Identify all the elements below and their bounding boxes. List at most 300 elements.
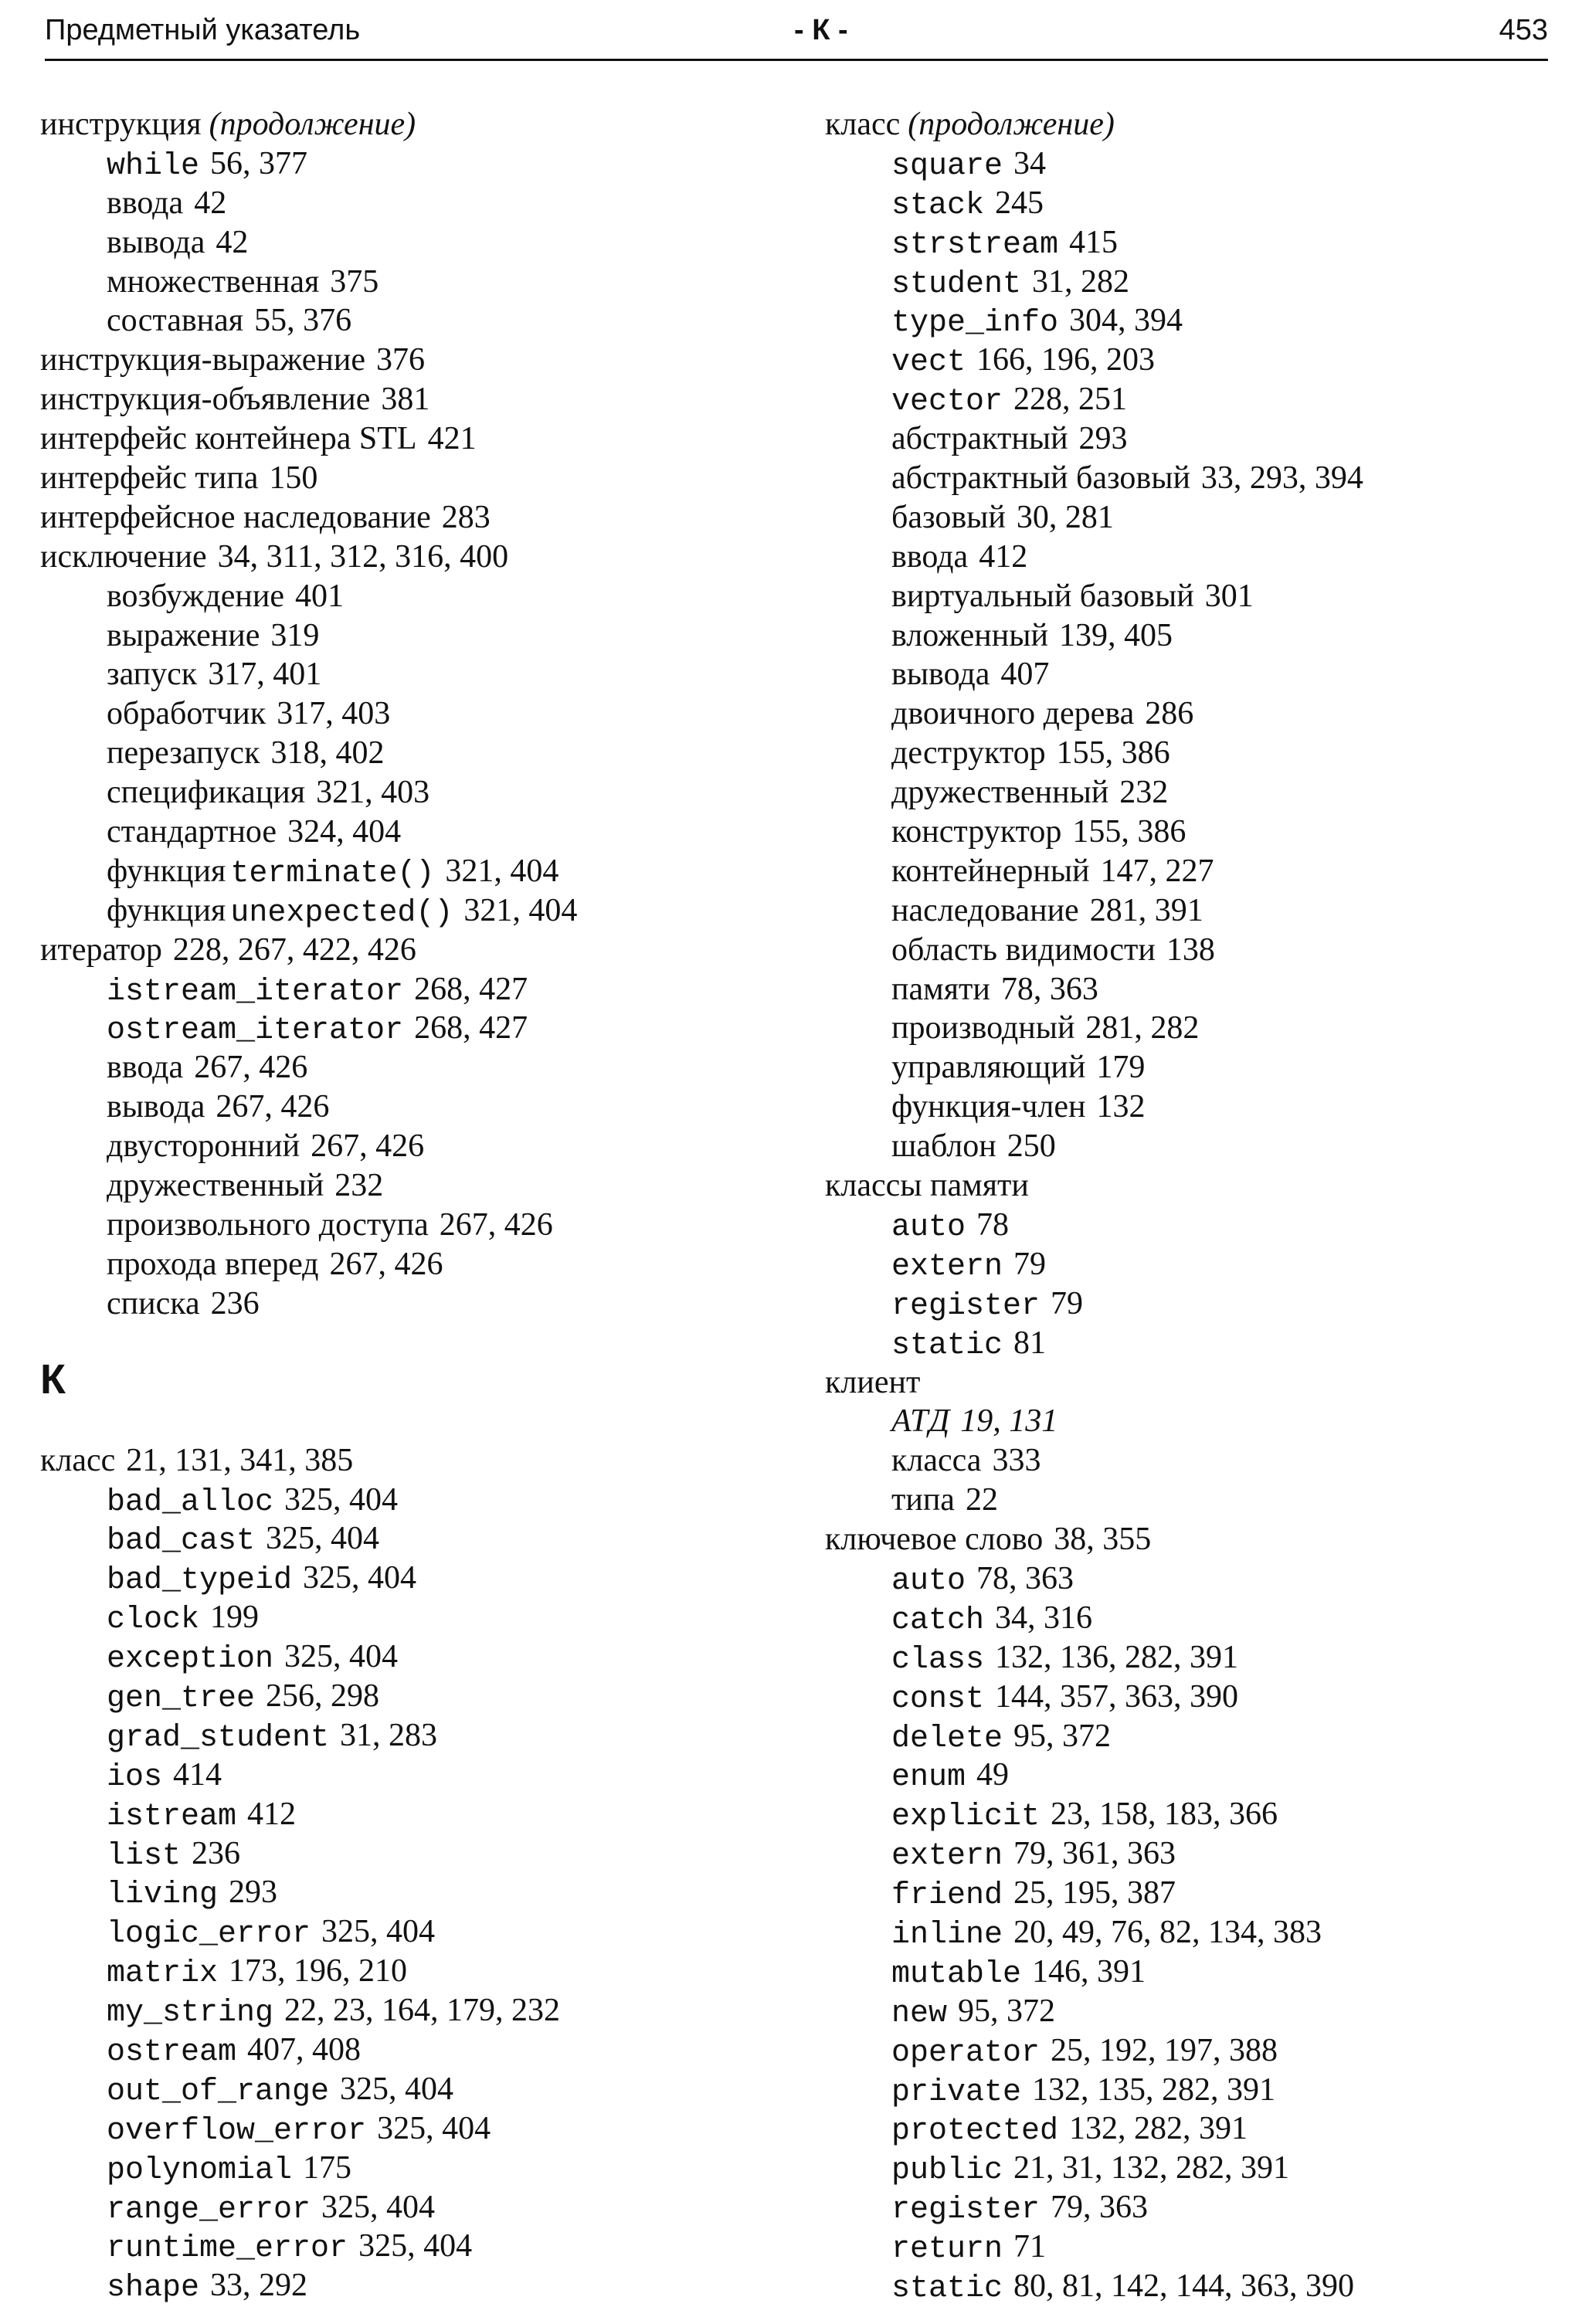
page-references: 268, 427	[414, 971, 528, 1007]
page-references: 20, 49, 76, 82, 134, 383	[1013, 1914, 1322, 1950]
index-subentry	[825, 1678, 1551, 1717]
index-term: mutable	[891, 1956, 1022, 1992]
page-references: 199	[210, 1600, 260, 1636]
page-references: 325, 404	[321, 2189, 436, 2225]
index-term: производный	[891, 1010, 1075, 1047]
page-references: 21, 31, 132, 282, 391	[1013, 2150, 1290, 2187]
page-references: 155, 386	[1056, 735, 1170, 772]
index-subentry	[40, 970, 774, 1009]
index-subentry	[40, 184, 774, 223]
page-references: 317, 401	[208, 656, 322, 693]
index-term: ввода	[107, 1050, 184, 1086]
index-term: living	[107, 1878, 219, 1913]
index-term: strstream	[891, 227, 1059, 263]
index-entry	[825, 105, 1551, 144]
index-term: static	[891, 2271, 1003, 2306]
index-term: инструкция-объявление	[40, 382, 371, 418]
index-column-right	[825, 105, 1551, 2306]
index-subentry	[40, 577, 774, 616]
index-subentry	[825, 144, 1551, 184]
page-references: 132	[1096, 1089, 1146, 1125]
index-subentry	[825, 1402, 1551, 1441]
index-term: абстрактный	[891, 421, 1068, 457]
page-references: 30, 281	[1016, 499, 1114, 535]
page-references: 236	[210, 1285, 260, 1321]
page-references: 421	[427, 421, 477, 457]
index-term: private	[891, 2075, 1022, 2110]
index-subentry	[825, 459, 1551, 498]
index-term: runtime_error	[107, 2231, 348, 2267]
page-references: 33, 293, 394	[1200, 460, 1363, 497]
index-term: out_of_range	[107, 2074, 330, 2109]
index-subentry	[40, 1795, 774, 1834]
index-subentry	[825, 1087, 1551, 1127]
index-subentry	[40, 263, 774, 302]
index-subentry	[825, 1874, 1551, 1913]
index-term: интерфейс контейнера STL	[40, 421, 417, 457]
index-term: интерфейс типа	[40, 460, 259, 497]
page-references: 301	[1204, 578, 1254, 614]
page-references: 146, 391	[1032, 1953, 1146, 1990]
page-references: 293	[229, 1874, 278, 1911]
index-subentry	[825, 263, 1551, 302]
index-term: памяти	[891, 971, 990, 1007]
page-references: 325, 404	[377, 2110, 491, 2146]
page-references: 228, 267, 422, 426	[172, 931, 416, 968]
index-term: дружественный	[107, 1168, 324, 1204]
page-references: 173, 196, 210	[229, 1953, 408, 1990]
index-term: функция-член	[891, 1089, 1086, 1125]
page-references: 49	[976, 1757, 1010, 1793]
page-references: 25, 195, 387	[1013, 1875, 1176, 1912]
index-term: type_info	[891, 306, 1059, 341]
index-term: register	[891, 2193, 1041, 2228]
page-references: 324, 404	[287, 814, 402, 850]
index-term: двоичного дерева	[891, 696, 1135, 732]
index-subentry	[825, 1992, 1551, 2031]
index-subentry	[825, 734, 1551, 773]
page-references: 150	[269, 460, 318, 497]
page-references: 412	[247, 1796, 297, 1832]
index-subentry	[825, 852, 1551, 891]
index-subentry	[825, 1638, 1551, 1678]
index-subentry	[825, 1245, 1551, 1284]
index-subentry	[40, 1952, 774, 1991]
index-subentry	[825, 1324, 1551, 1363]
index-term: дружественный	[891, 775, 1109, 811]
page-references: 81	[1013, 1325, 1047, 1361]
index-term: overflow_error	[107, 2113, 367, 2149]
page-references: 179	[1096, 1050, 1146, 1086]
index-term: list	[107, 1838, 182, 1874]
page-references: 256, 298	[266, 1678, 380, 1714]
index-term: inline	[891, 1917, 1003, 1952]
index-entry	[40, 341, 774, 380]
index-term: istream	[107, 1799, 237, 1834]
index-subentry	[40, 852, 774, 891]
index-subentry	[40, 1598, 774, 1637]
index-subentry	[825, 341, 1551, 380]
index-term: двусторонний	[107, 1128, 300, 1165]
index-term: ios	[107, 1759, 163, 1795]
index-subentry	[40, 655, 774, 694]
page-references: 318, 402	[270, 735, 385, 772]
index-term: auto	[891, 1209, 966, 1245]
index-term: контейнерный	[891, 853, 1090, 889]
index-entry	[40, 1441, 774, 1481]
index-subentry	[40, 1166, 774, 1206]
index-subentry	[825, 2109, 1551, 2149]
index-term: интерфейсное наследование	[40, 499, 431, 535]
index-subentry	[825, 223, 1551, 263]
page-references: 78, 363	[1000, 971, 1098, 1007]
page-references: 175	[303, 2149, 352, 2186]
page-references: 376	[375, 342, 425, 378]
index-term: static	[891, 1328, 1003, 1363]
index-term: спецификация	[107, 775, 306, 811]
index-term: register	[891, 1288, 1041, 1324]
index-subentry	[825, 773, 1551, 813]
index-term: виртуальный базовый	[891, 578, 1194, 614]
index-term: вывода	[107, 224, 205, 260]
index-term: ввода	[891, 538, 969, 575]
index-subentry	[40, 301, 774, 341]
page-references: 415	[1069, 224, 1119, 260]
index-subentry	[825, 813, 1551, 852]
index-term: прохода вперед	[107, 1246, 319, 1282]
index-subentry	[825, 498, 1551, 538]
page-references: 22	[965, 1482, 998, 1518]
index-entry	[40, 419, 774, 459]
index-term: конструктор	[891, 814, 1062, 850]
index-term: auto	[891, 1563, 966, 1599]
index-term: управляющий	[891, 1050, 1086, 1086]
index-subentry	[40, 223, 774, 263]
index-subentry	[40, 1834, 774, 1874]
index-term: logic_error	[107, 1917, 311, 1952]
index-term: matrix	[107, 1956, 219, 1992]
page-references: 78, 363	[976, 1560, 1074, 1596]
index-subentry	[825, 1127, 1551, 1166]
index-term: vect	[891, 345, 966, 381]
index-term: абстрактный базовый	[891, 460, 1190, 497]
page-references: 34	[1013, 145, 1047, 182]
index-term: ключевое слово	[825, 1522, 1044, 1558]
index-term: grad_student	[107, 1720, 330, 1756]
index-term: clock	[107, 1603, 200, 1638]
index-subentry	[825, 1913, 1551, 1952]
index-subentry	[825, 694, 1551, 734]
index-term-code: terminate()	[230, 856, 435, 891]
index-term: итератор	[40, 931, 162, 968]
page-references: 401	[294, 578, 344, 614]
page-references: 42	[216, 224, 249, 260]
page-header	[45, 11, 1548, 61]
index-subentry	[40, 1716, 774, 1756]
page-references: 232	[1119, 775, 1169, 811]
page-references: 25, 192, 197, 388	[1051, 2032, 1278, 2068]
page-references: 325, 404	[303, 1560, 417, 1596]
index-subentry	[40, 2031, 774, 2070]
page-references: 95, 372	[1013, 1718, 1112, 1754]
page-references: 325, 404	[284, 1481, 399, 1518]
page-references: 138	[1166, 931, 1215, 968]
index-subentry	[825, 1284, 1551, 1324]
continuation-note: (продолжение)	[908, 107, 1115, 142]
index-term: delete	[891, 1721, 1003, 1756]
index-subentry	[40, 1206, 774, 1245]
index-subentry	[825, 1756, 1551, 1795]
index-subentry	[40, 2070, 774, 2109]
index-entry	[40, 498, 774, 538]
index-subentry	[40, 1559, 774, 1598]
index-term: vector	[891, 385, 1003, 420]
page-references: 34, 316	[995, 1600, 1093, 1636]
index-term: наследование	[891, 892, 1079, 928]
index-subentry	[825, 1481, 1551, 1520]
page-references: 325, 404	[321, 1914, 436, 1950]
page-references: 23, 158, 183, 366	[1051, 1796, 1278, 1833]
index-letter-heading: К	[40, 1355, 66, 1403]
index-subentry	[40, 2149, 774, 2188]
page-references: 147, 227	[1100, 853, 1214, 889]
index-term: operator	[891, 2035, 1041, 2071]
page-number: 453	[1499, 14, 1548, 46]
index-term: ostream	[107, 2034, 237, 2070]
index-term: istream_iterator	[107, 974, 404, 1009]
index-entry	[825, 1520, 1551, 1559]
page-references: 236	[192, 1835, 241, 1871]
page-references: 267, 426	[311, 1128, 425, 1165]
section-title: Предметный указатель	[45, 14, 361, 46]
page-references: 144, 357, 363, 390	[995, 1678, 1239, 1715]
index-term: списка	[107, 1285, 200, 1321]
page-references: 78	[976, 1206, 1010, 1243]
page-references: 325, 404	[266, 1521, 380, 1557]
page-references: 19, 131	[960, 1403, 1058, 1440]
page-references: 31, 283	[340, 1717, 438, 1753]
index-subentry	[40, 694, 774, 734]
page-references: 281, 282	[1085, 1010, 1200, 1047]
page-references: 407	[1000, 656, 1050, 693]
page-references: 407, 408	[247, 2031, 362, 2068]
index-term: функция	[107, 853, 226, 889]
index-term: классы памяти	[825, 1168, 1029, 1204]
index-subentry	[825, 616, 1551, 656]
index-term: типа	[891, 1482, 955, 1518]
page-references: 38, 355	[1054, 1522, 1152, 1558]
index-term: student	[891, 266, 1022, 302]
page-references: 22, 23, 164, 179, 232	[284, 1993, 561, 2029]
page-references: 286	[1145, 696, 1194, 732]
page-references: 250	[1007, 1128, 1056, 1165]
index-term: выражение	[107, 617, 260, 653]
index-term: gen_tree	[107, 1681, 256, 1716]
index-term: исключение	[40, 538, 207, 575]
index-term: my_string	[107, 1996, 274, 2031]
index-entry	[825, 1166, 1551, 1206]
index-subentry	[825, 970, 1551, 1009]
index-subentry	[825, 2267, 1551, 2306]
page-references: 166, 196, 203	[976, 342, 1156, 378]
index-term: catch	[891, 1603, 985, 1638]
index-term: ввода	[107, 185, 184, 221]
index-term: класс	[825, 107, 901, 142]
index-term: обработчик	[107, 696, 266, 732]
index-term: инструкция	[40, 107, 202, 142]
index-subentry	[825, 2188, 1551, 2227]
index-subentry	[825, 1795, 1551, 1834]
page-references: 381	[381, 382, 430, 418]
page-references: 267, 426	[216, 1089, 330, 1125]
page-references: 267, 426	[439, 1206, 553, 1243]
index-term: перезапуск	[107, 735, 260, 772]
index-entry	[40, 380, 774, 419]
index-term: множественная	[107, 263, 320, 300]
index-subentry	[825, 2071, 1551, 2110]
index-subentry	[825, 1009, 1551, 1048]
index-term: stack	[891, 188, 985, 223]
page-references: 283	[441, 499, 491, 535]
index-subentry	[40, 1756, 774, 1795]
index-subentry	[825, 1834, 1551, 1874]
index-term: return	[891, 2232, 1003, 2268]
index-subentry	[40, 2109, 774, 2149]
index-subentry	[40, 2188, 774, 2227]
index-subentry	[40, 1637, 774, 1677]
page-references: 304, 394	[1069, 303, 1183, 339]
page-references: 79	[1013, 1246, 1047, 1282]
page-references: 56, 377	[210, 145, 308, 182]
index-subentry	[40, 773, 774, 813]
page-references: 325, 404	[358, 2228, 473, 2265]
index-subentry	[825, 577, 1551, 616]
page-references: 319	[270, 617, 320, 653]
page-references: 71	[1013, 2229, 1047, 2265]
page-references: 55, 376	[254, 303, 352, 339]
index-subentry	[825, 1048, 1551, 1087]
page-references: 281, 391	[1089, 892, 1203, 928]
index-term: клиент	[825, 1364, 921, 1400]
index-subentry	[825, 380, 1551, 419]
page-references: 293	[1078, 421, 1128, 457]
index-subentry	[40, 1677, 774, 1716]
index-entry	[825, 1363, 1551, 1403]
index-term: public	[891, 2153, 1003, 2189]
index-column-left	[40, 105, 774, 2305]
page-references: 132, 135, 282, 391	[1032, 2071, 1276, 2108]
index-term: АТД	[891, 1403, 950, 1440]
index-subentry	[825, 1206, 1551, 1245]
index-term: инструкция-выражение	[40, 342, 365, 378]
index-subentry	[40, 1245, 774, 1284]
index-subentry	[40, 1519, 774, 1559]
index-subentry	[825, 2031, 1551, 2071]
index-entry	[40, 105, 774, 144]
page-references: 132, 282, 391	[1069, 2111, 1248, 2147]
index-term: шаблон	[891, 1128, 996, 1165]
continuation-note: (продолжение)	[209, 107, 416, 142]
section-letter: - К -	[794, 14, 848, 46]
page-references: 333	[992, 1443, 1041, 1479]
index-term: запуск	[107, 656, 198, 693]
index-subentry	[825, 538, 1551, 577]
page-references: 412	[979, 538, 1028, 575]
index-subentry	[825, 655, 1551, 694]
page-references: 232	[334, 1168, 384, 1204]
index-subentry	[825, 1559, 1551, 1599]
index-subentry	[40, 1087, 774, 1127]
index-term: range_error	[107, 2192, 311, 2227]
page-references: 155, 386	[1072, 814, 1186, 850]
index-subentry	[825, 891, 1551, 931]
index-term: extern	[891, 1839, 1003, 1874]
index-term: enum	[891, 1760, 966, 1796]
index-subentry	[825, 931, 1551, 970]
page-references: 321, 404	[445, 853, 559, 889]
index-term: square	[891, 148, 1003, 184]
page-references: 139, 405	[1058, 617, 1173, 653]
page-references: 42	[194, 185, 227, 221]
index-subentry	[825, 301, 1551, 341]
page-references: 325, 404	[284, 1639, 399, 1675]
page-references: 267, 426	[329, 1246, 443, 1282]
page-references: 268, 427	[414, 1010, 528, 1047]
page-references: 267, 426	[194, 1050, 308, 1086]
page-references: 375	[330, 263, 379, 300]
page-references: 321, 403	[316, 775, 430, 811]
index-term: вложенный	[891, 617, 1048, 653]
page-references: 245	[995, 185, 1044, 221]
index-term: вывода	[891, 656, 990, 693]
index-subentry	[40, 1048, 774, 1087]
index-entry	[40, 459, 774, 498]
index-term: стандартное	[107, 814, 277, 850]
index-subentry	[40, 1127, 774, 1166]
index-term: составная	[107, 303, 244, 339]
page-references: 228, 251	[1013, 382, 1128, 418]
index-subentry	[40, 1481, 774, 1520]
index-term-code: unexpected()	[230, 895, 453, 931]
page-references: 321, 404	[463, 892, 578, 928]
page-references: 21, 131, 341, 385	[126, 1442, 354, 1478]
index-subentry	[40, 1991, 774, 2031]
index-subentry	[825, 2149, 1551, 2188]
index-term: protected	[891, 2114, 1059, 2149]
index-term: ostream_iterator	[107, 1013, 404, 1049]
page-references: 34, 311, 312, 316, 400	[217, 538, 509, 575]
page-references: 414	[173, 1756, 222, 1793]
index-subentry	[825, 419, 1551, 459]
index-subentry	[40, 813, 774, 852]
page-references: 80, 81, 142, 144, 363, 390	[1013, 2268, 1355, 2304]
page-references: 79, 361, 363	[1013, 1836, 1176, 1872]
index-term: деструктор	[891, 735, 1046, 772]
index-subentry	[825, 2227, 1551, 2267]
index-subentry	[40, 1284, 774, 1324]
index-term: polynomial	[107, 2153, 293, 2188]
index-term: extern	[891, 1249, 1003, 1284]
index-term: класса	[891, 1443, 982, 1479]
page-references: 33, 292	[210, 2268, 308, 2304]
index-subentry	[40, 1009, 774, 1048]
index-term: new	[891, 1996, 948, 2031]
index-subentry	[825, 184, 1551, 223]
index-term: shape	[107, 2271, 200, 2306]
index-term: friend	[891, 1878, 1003, 1914]
index-subentry	[40, 144, 774, 184]
index-term: произвольного доступа	[107, 1206, 429, 1243]
